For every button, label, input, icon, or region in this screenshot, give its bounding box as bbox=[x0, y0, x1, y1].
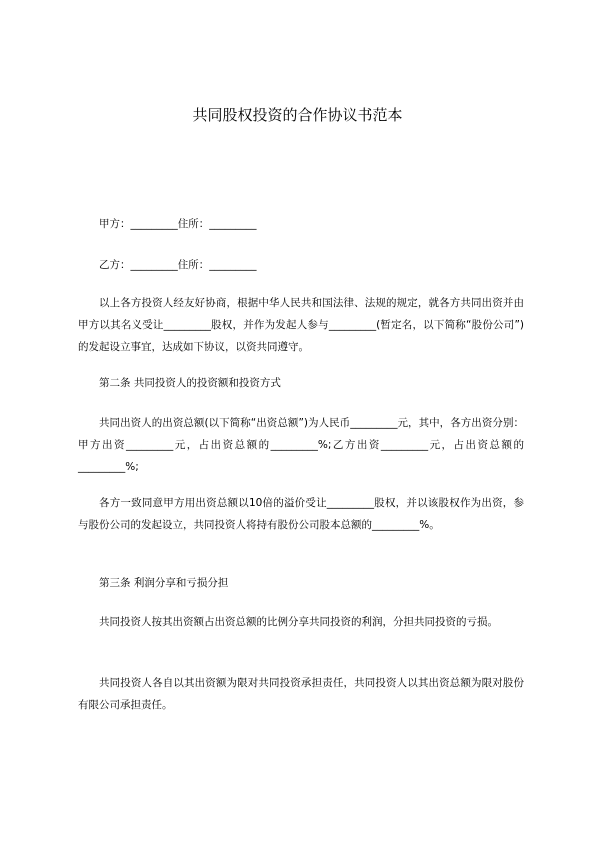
intro-paragraph: 以上各方投资人经友好协商，根据中华人民共和国法律、法规的规定，就各方共同出资并由甲方以其名义受让_________股权，并作为发起人参与_________(暂定名，以下简称“股份公司”)的发起设立事宜，达成如下协议，以资共同遵守。 bbox=[78, 297, 524, 353]
article-3-heading: 第三条 利润分享和亏损分担 bbox=[99, 577, 229, 589]
article-2-paragraph-1: 共同出资人的出资总额(以下简称“出资总额”)为人民币_________元，其中，各方出资分别：甲方出资_________元，占出资总额的_________%;乙方出资_________元，占出资总额的_________%; bbox=[78, 417, 524, 473]
article-2-heading: 第二条 共同投资人的投资额和投资方式 bbox=[99, 377, 281, 389]
party-a-line: 甲方：_________住所：_________ bbox=[99, 218, 257, 230]
article-3-paragraph-2: 共同投资人各自以其出资额为限对共同投资承担责任，共同投资人以其出资总额为限对股份有限公司承担责任。 bbox=[78, 677, 524, 711]
party-b-line: 乙方：_________住所：_________ bbox=[99, 259, 257, 271]
article-2-paragraph-2: 各方一致同意甲方用出资总额以10倍的溢价受让_________股权，并以该股权作为出资，参与股份公司的发起设立，共同投资人将持有股份公司股本总额的_________%。 bbox=[78, 497, 524, 531]
document-title: 共同股权投资的合作协议书范本 bbox=[192, 106, 403, 124]
article-3-paragraph-1: 共同投资人按其出资额占出资总额的比例分享共同投资的利润，分担共同投资的亏损。 bbox=[99, 616, 498, 628]
